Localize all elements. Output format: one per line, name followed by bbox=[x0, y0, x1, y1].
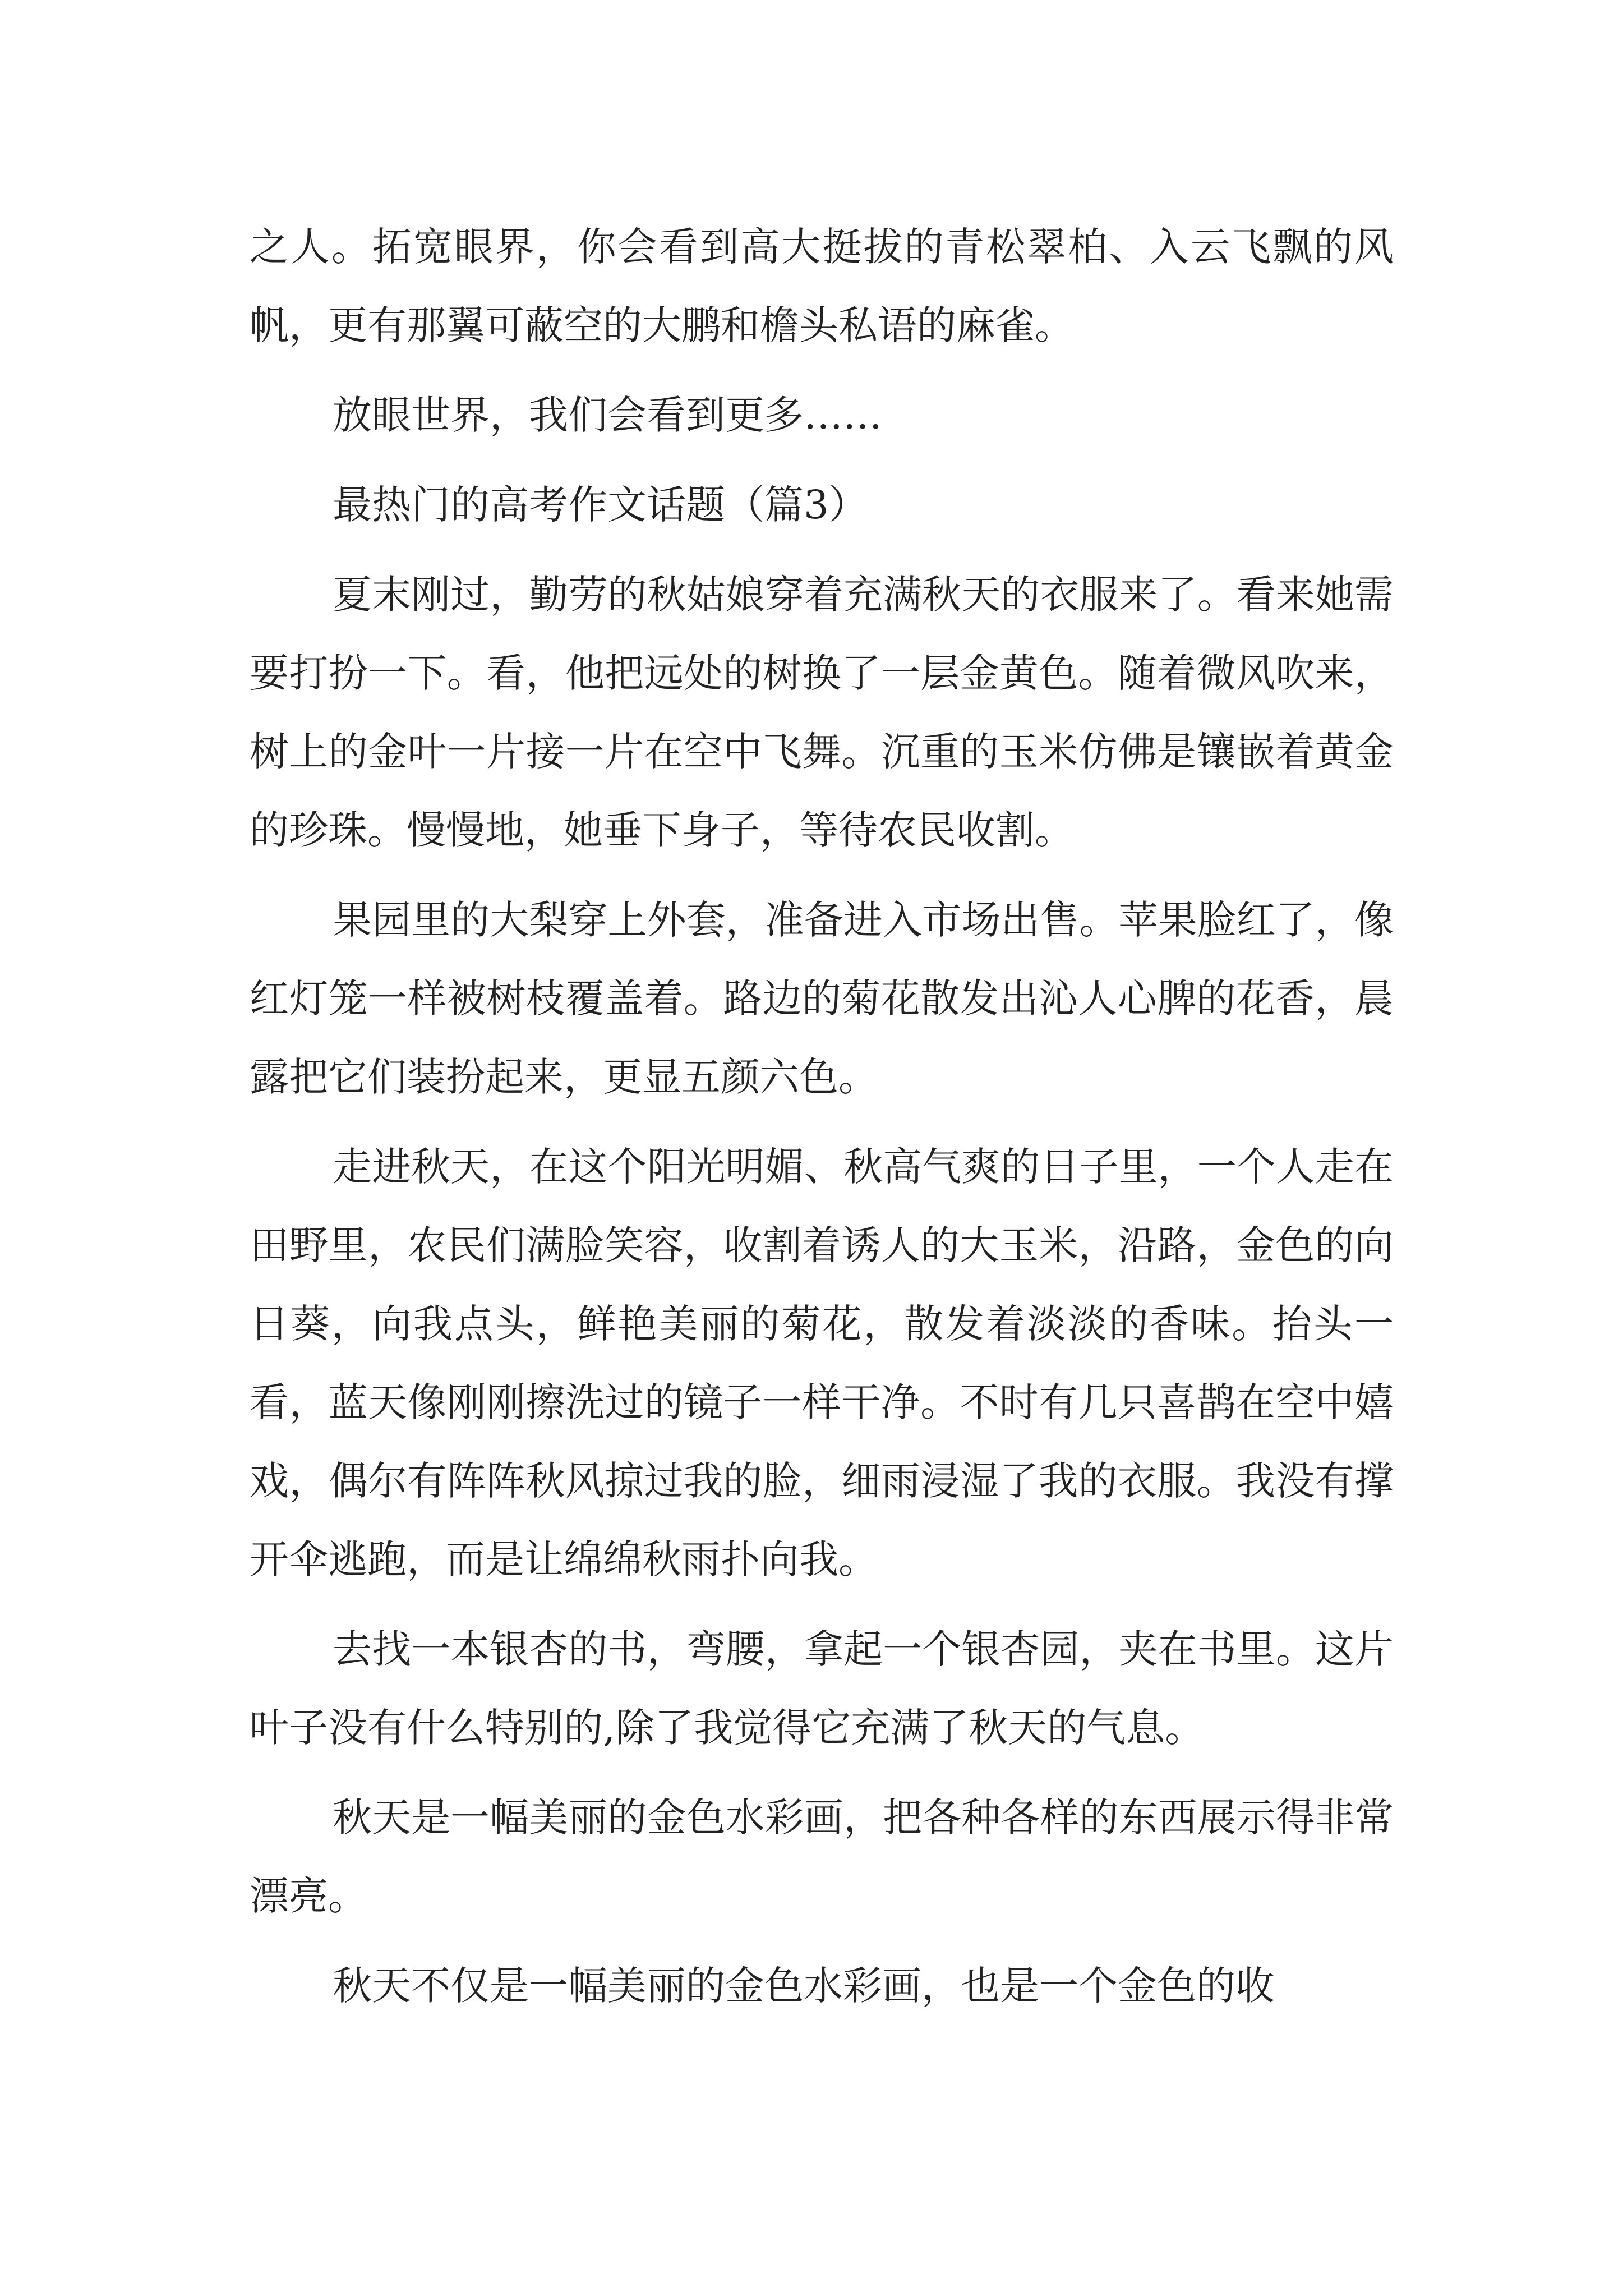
paragraph-walk-into-autumn: 走进秋天，在这个阳光明媚、秋高气爽的日子里，一个人走在田野里，农民们满脸笑容，收割着诱人的大玉米，沿路，金色的向日葵，向我点头，鲜艳美丽的菊花，散发着淡淡的香味。抬头一看，蓝天像刚刚擦洗过的镜子一样干净。不时有几只喜鹊在空中嬉戏，偶尔有阵阵秋风掠过我的脸，细雨浸湿了我的衣服。我没有撑开伞逃跑，而是让绵绵秋雨扑向我。 bbox=[250, 1144, 1394, 1582]
section-heading: 最热门的高考作文话题（篇3） bbox=[333, 482, 868, 528]
document-body bbox=[250, 208, 1394, 2025]
paragraph-continuation: 之人。拓宽眼界，你会看到高大挺拔的青松翠柏、入云飞飘的风帆，更有那翼可蔽空的大鹏和檐头私语的麻雀。 bbox=[250, 224, 1394, 348]
paragraph-look-at-world: 放眼世界，我们会看到更多…… bbox=[333, 392, 882, 438]
paragraph-autumn-girl: 夏末刚过，勤劳的秋姑娘穿着充满秋天的衣服来了。看来她需要打扮一下。看，他把远处的树换了一层金黄色。随着微风吹来，树上的金叶一片接一片在空中飞舞。沉重的玉米仿佛是镶嵌着黄金的珍珠。慢慢地，她垂下身子，等待农民收割。 bbox=[250, 572, 1394, 853]
paragraph-orchard: 果园里的大梨穿上外套，准备进入市场出售。苹果脸红了，像红灯笼一样被树枝覆盖着。路边的菊花散发出沁人心脾的花香，晨露把它们装扮起来，更显五颜六色。 bbox=[250, 897, 1394, 1100]
paragraph-ginkgo: 去找一本银杏的书，弯腰，拿起一个银杏园，夹在书里。这片叶子没有什么特别的,除了我觉得它充满了秋天的气息。 bbox=[250, 1626, 1394, 1751]
paragraph-golden-harvest: 秋天不仅是一幅美丽的金色水彩画，也是一个金色的收 bbox=[333, 1963, 1275, 2009]
paragraph-watercolor: 秋天是一幅美丽的金色水彩画，把各种各样的东西展示得非常漂亮。 bbox=[250, 1795, 1394, 1919]
